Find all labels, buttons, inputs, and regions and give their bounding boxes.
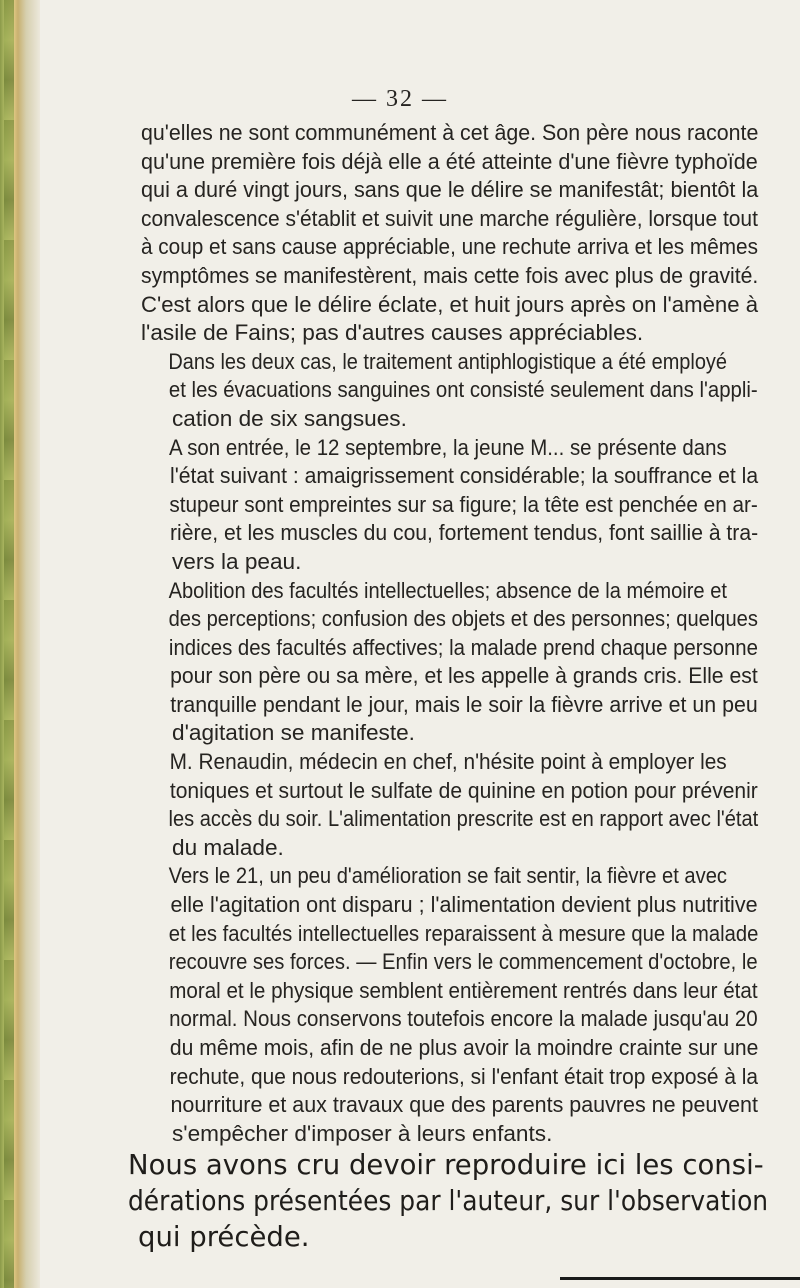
text-line: stupeur sont empreintes sur sa figure; la tête est penchée en ar- — [169, 491, 758, 517]
text-line: qu'une première fois déjà elle a été atteinte d'une fièvre typhoïde — [141, 148, 758, 174]
footer-rule — [560, 1277, 800, 1280]
text-line: symptômes se manifestèrent, mais cette fois avec plus de gravité. — [141, 262, 759, 288]
body-text — [141, 119, 758, 1148]
text-line: vers la peau. — [172, 548, 302, 574]
text-line: nourriture et aux travaux que des parents pauvres ne peuvent — [170, 1092, 758, 1118]
text-line: recouvre ses forces. — Enfin vers le commencement d'octobre, le — [168, 949, 758, 975]
text-line: moral et le physique semblent entièrement rentrés dans leur état — [169, 977, 758, 1003]
text-line: indices des facultés affectives; la malade prend chaque personne — [168, 634, 758, 660]
text-line: pour son père ou sa mère, et les appelle à grands cris. Elle est — [170, 663, 758, 689]
paragraph-physician — [141, 748, 758, 862]
text-line: tranquille pendant le jour, mais le soir la fièvre arrive et un peu — [170, 691, 758, 717]
text-line: rechute, que nous redouterions, si l'enfant était trop exposé à la — [169, 1063, 759, 1089]
paragraph-recovery — [141, 862, 758, 1148]
text-line: convalescence s'établit et suivit une marche régulière, lorsque tout — [141, 205, 758, 231]
text-line: du malade. — [172, 834, 284, 860]
text-line: A son entrée, le 12 septembre, la jeune M... se présente dans — [169, 434, 727, 460]
paragraph-symptoms — [141, 577, 758, 749]
text-line: d'agitation se manifeste. — [172, 720, 415, 746]
text-line: s'empêcher d'imposer à leurs enfants. — [172, 1120, 553, 1146]
text-line: à coup et sans cause appréciable, une rechute arriva et les mêmes — [141, 234, 758, 260]
page-number: — 32 — — [352, 86, 448, 112]
text-line: qui a duré vingt jours, sans que le délire se manifestât; bientôt la — [141, 177, 759, 203]
paragraph-admission — [141, 434, 758, 577]
text-line: Vers le 21, un peu d'amélioration se fait sentir, la fièvre et avec — [168, 863, 727, 889]
note-line: dérations présentées par l'auteur, sur l'observation — [128, 1185, 769, 1217]
text-line: et les évacuations sanguines ont consisté seulement dans l'appli- — [168, 377, 758, 403]
paragraph-continuation — [141, 119, 758, 348]
text-line: normal. Nous conservons toutefois encore la malade jusqu'au 20 — [169, 1006, 758, 1032]
text-line: M. Renaudin, médecin en chef, n'hésite point à employer les — [169, 749, 727, 775]
text-line: qu'elles ne sont communément à cet âge. Son père nous raconte — [141, 120, 759, 145]
text-line: toniques et surtout le sulfate de quinine en potion pour prévenir — [169, 777, 758, 803]
paragraph-treatment — [141, 348, 758, 434]
editorial-note — [128, 1147, 768, 1255]
note-line: Nous avons cru devoir reproduire ici les consi- — [128, 1149, 764, 1181]
text-line: l'état suivant : amaigrissement considérable; la souffrance et la — [170, 463, 759, 489]
text-line: l'asile de Fains; pas d'autres causes appréciables. — [141, 320, 644, 346]
book-binding-edge — [0, 0, 40, 1288]
binding-stripe — [4, 0, 14, 1288]
text-line: du même mois, afin de ne plus avoir la moindre crainte sur une — [169, 1035, 759, 1060]
text-line: C'est alors que le délire éclate, et huit jours après on l'amène à — [141, 291, 759, 317]
text-line: cation de six sangsues. — [172, 405, 407, 431]
text-line: Dans les deux cas, le traitement antiphlogistique a été employé — [168, 348, 727, 374]
note-line: qui précède. — [138, 1221, 310, 1253]
text-line: et les facultés intellectuelles reparaissent à mesure que la malade — [168, 920, 759, 946]
text-line: Abolition des facultés intellectuelles; absence de la mémoire et — [168, 577, 727, 603]
text-line: les accès du soir. L'alimentation prescrite est en rapport avec l'état — [168, 806, 759, 832]
text-line: rière, et les muscles du cou, fortement tendus, font saillie à tra- — [169, 520, 759, 546]
text-line: des perceptions; confusion des objets et des personnes; quelques — [168, 606, 758, 632]
text-line: elle l'agitation ont disparu ; l'alimentation devient plus nutritive — [170, 892, 758, 918]
